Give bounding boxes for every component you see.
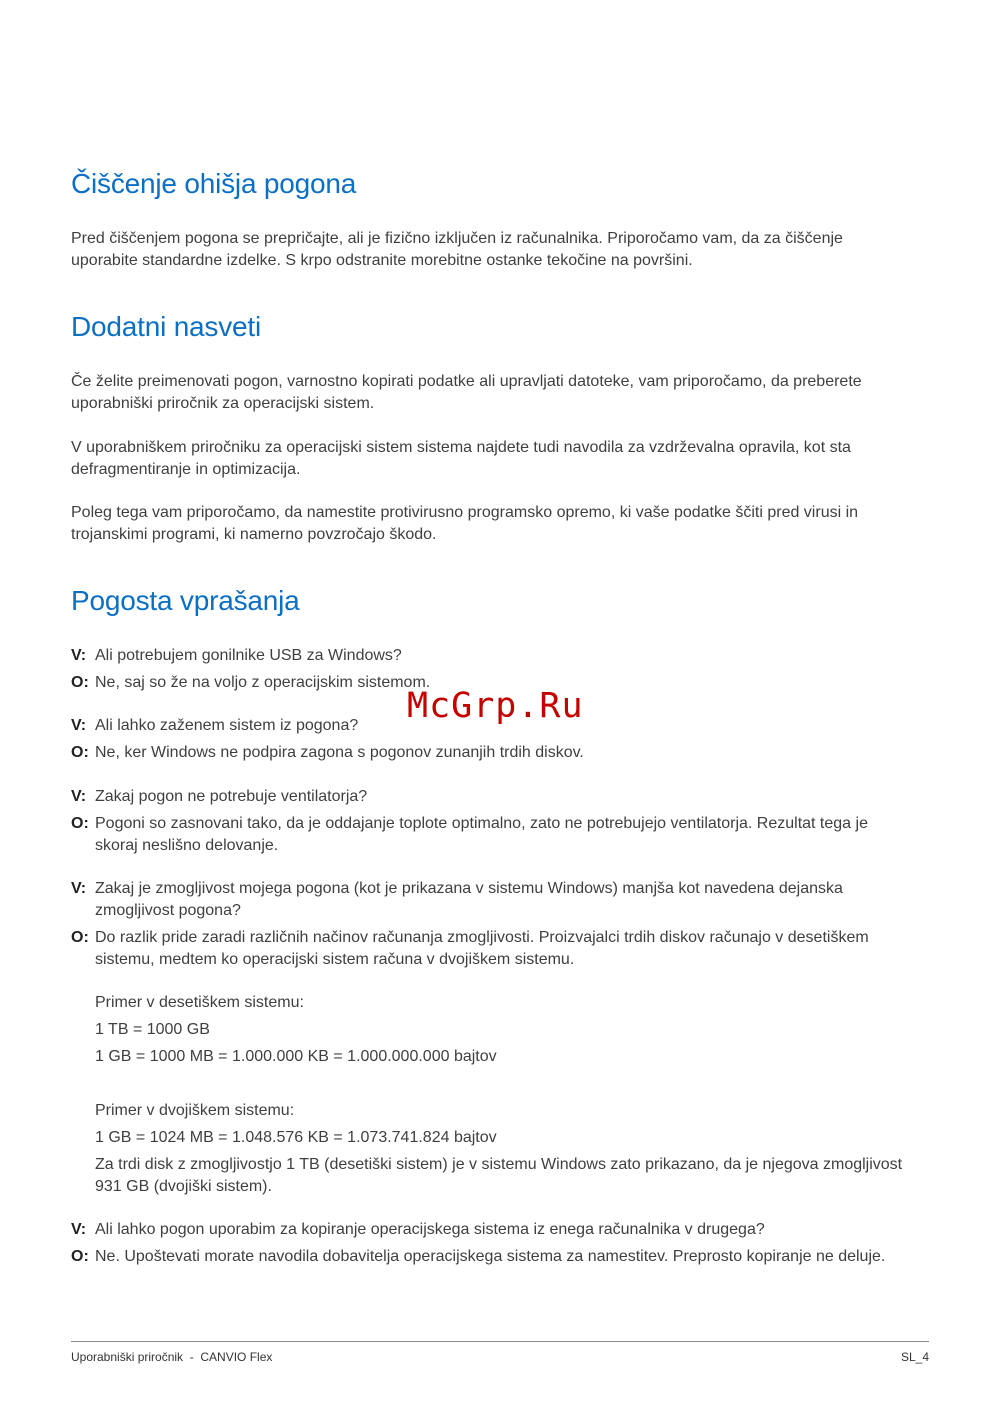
answer-text [95, 813, 929, 857]
text-line: uporabniški priročnik za operacijski sistem. [71, 395, 375, 412]
text-line: Poleg tega vam priporočamo, da namestite protivirusno programsko opremo, ki vaše podatke ščiti pred virusi in [71, 504, 859, 521]
paragraph-tips-1 [71, 371, 929, 415]
text-line: Zakaj je zmogljivost mojega pogona (kot je prikazana v sistemu Windows) manjša kot navedena dejanska [95, 880, 843, 897]
answer-text: Ne, ker Windows ne podpira zagona s pogonov zunanjih trdih diskov. [95, 744, 584, 761]
text-line: trojanskimi programi, ki namerno povzročajo škodo. [71, 526, 437, 543]
decimal-example-line-2: 1 GB = 1000 MB = 1.000.000 KB = 1.000.000.000 bajtov [95, 1048, 497, 1065]
paragraph-tips-2 [71, 437, 929, 481]
binary-example-line-1: 1 GB = 1024 MB = 1.048.576 KB = 1.073.741.824 bajtov [95, 1129, 497, 1146]
footer-divider [71, 1341, 929, 1342]
answer-label: O: [71, 674, 89, 691]
text-line: V uporabniškem priročniku za operacijski sistem sistema najdete tudi navodila za vzdrževalna opravila, kot sta [71, 439, 851, 456]
question-text: Ali potrebujem gonilnike USB za Windows? [95, 647, 402, 664]
heading-cleaning: Čiščenje ohišja pogona [71, 168, 357, 199]
text-line: zmogljivost pogona? [95, 902, 241, 919]
question-text: Ali lahko pogon uporabim za kopiranje operacijskega sistema iz enega računalnika v drugega? [95, 1221, 765, 1238]
answer-label: O: [71, 744, 89, 761]
footer-page-number: SL_4 [900, 1350, 929, 1364]
text-line: defragmentiranje in optimizacija. [71, 461, 301, 478]
heading-faq: Pogosta vprašanja [71, 585, 300, 616]
answer-text: Ne. Upoštevati morate navodila dobavitelja operacijskega sistema za namestitev. Preprosto kopiranje ne deluje. [95, 1248, 886, 1265]
text-line: sistemu, medtem ko operacijski sistem računa v dvojiškem sistemu. [95, 951, 575, 968]
answer-label: O: [71, 815, 89, 832]
faq-answer-4 [71, 927, 929, 971]
footer-manual-title: Uporabniški priročnik - CANVIO Flex [71, 1350, 273, 1364]
text-line: Do razlik pride zaradi različnih načinov računanja zmogljivosti. Proizvajalci trdih diskov računajo v desetiškem [95, 929, 869, 946]
text-line: 931 GB (dvojiški sistem). [95, 1178, 272, 1195]
text-line: Za trdi disk z zmogljivostjo 1 TB (desetiški sistem) je v sistemu Windows zato prikazano, da je njegova zmogljivost [95, 1156, 903, 1173]
faq-answer-2 [71, 742, 929, 764]
text-line: Pred čiščenjem pogona se prepričajte, ali je fizično izključen iz računalnika. Priporočamo vam, da za čiščenje [71, 230, 843, 247]
text-line: skoraj neslišno delovanje. [95, 837, 279, 854]
binary-example-note [95, 1154, 929, 1198]
decimal-example-line-1: 1 TB = 1000 GB [95, 1021, 210, 1038]
answer-text: Ne, saj so že na voljo z operacijskim sistemom. [95, 674, 431, 691]
question-label: V: [71, 647, 87, 664]
text-line: Pogoni so zasnovani tako, da je oddajanje toplote optimalno, zato ne potrebujejo ventilatorja. Rezultat tega je [95, 815, 868, 832]
faq-question-5 [71, 1219, 929, 1241]
text-line: Če želite preimenovati pogon, varnostno kopirati podatke ali upravljati datoteke, vam priporočamo, da preberete [71, 373, 862, 390]
question-label: V: [71, 1221, 87, 1238]
question-label: V: [71, 788, 87, 805]
decimal-example-title: Primer v desetiškem sistemu: [95, 994, 304, 1011]
paragraph-tips-3 [71, 502, 929, 546]
question-text: Ali lahko zaženem sistem iz pogona? [95, 717, 359, 734]
text-line: uporabite standardne izdelke. S krpo odstranite morebitne ostanke tekočine na površini. [71, 252, 693, 269]
watermark: McGrp.Ru [407, 686, 584, 726]
faq-question-4 [71, 878, 929, 922]
paragraph-cleaning [71, 228, 929, 272]
answer-label: O: [71, 929, 89, 946]
question-label: V: [71, 717, 87, 734]
answer-text [95, 927, 929, 971]
faq-question-1 [71, 645, 929, 667]
question-text [95, 878, 929, 922]
heading-tips: Dodatni nasveti [71, 311, 262, 342]
faq-question-3 [71, 786, 929, 808]
faq-answer-3 [71, 813, 929, 857]
faq-answer-5 [71, 1246, 929, 1268]
question-label: V: [71, 880, 87, 897]
question-text: Zakaj pogon ne potrebuje ventilatorja? [95, 788, 368, 805]
binary-example-title: Primer v dvojiškem sistemu: [95, 1102, 295, 1119]
answer-label: O: [71, 1248, 89, 1265]
